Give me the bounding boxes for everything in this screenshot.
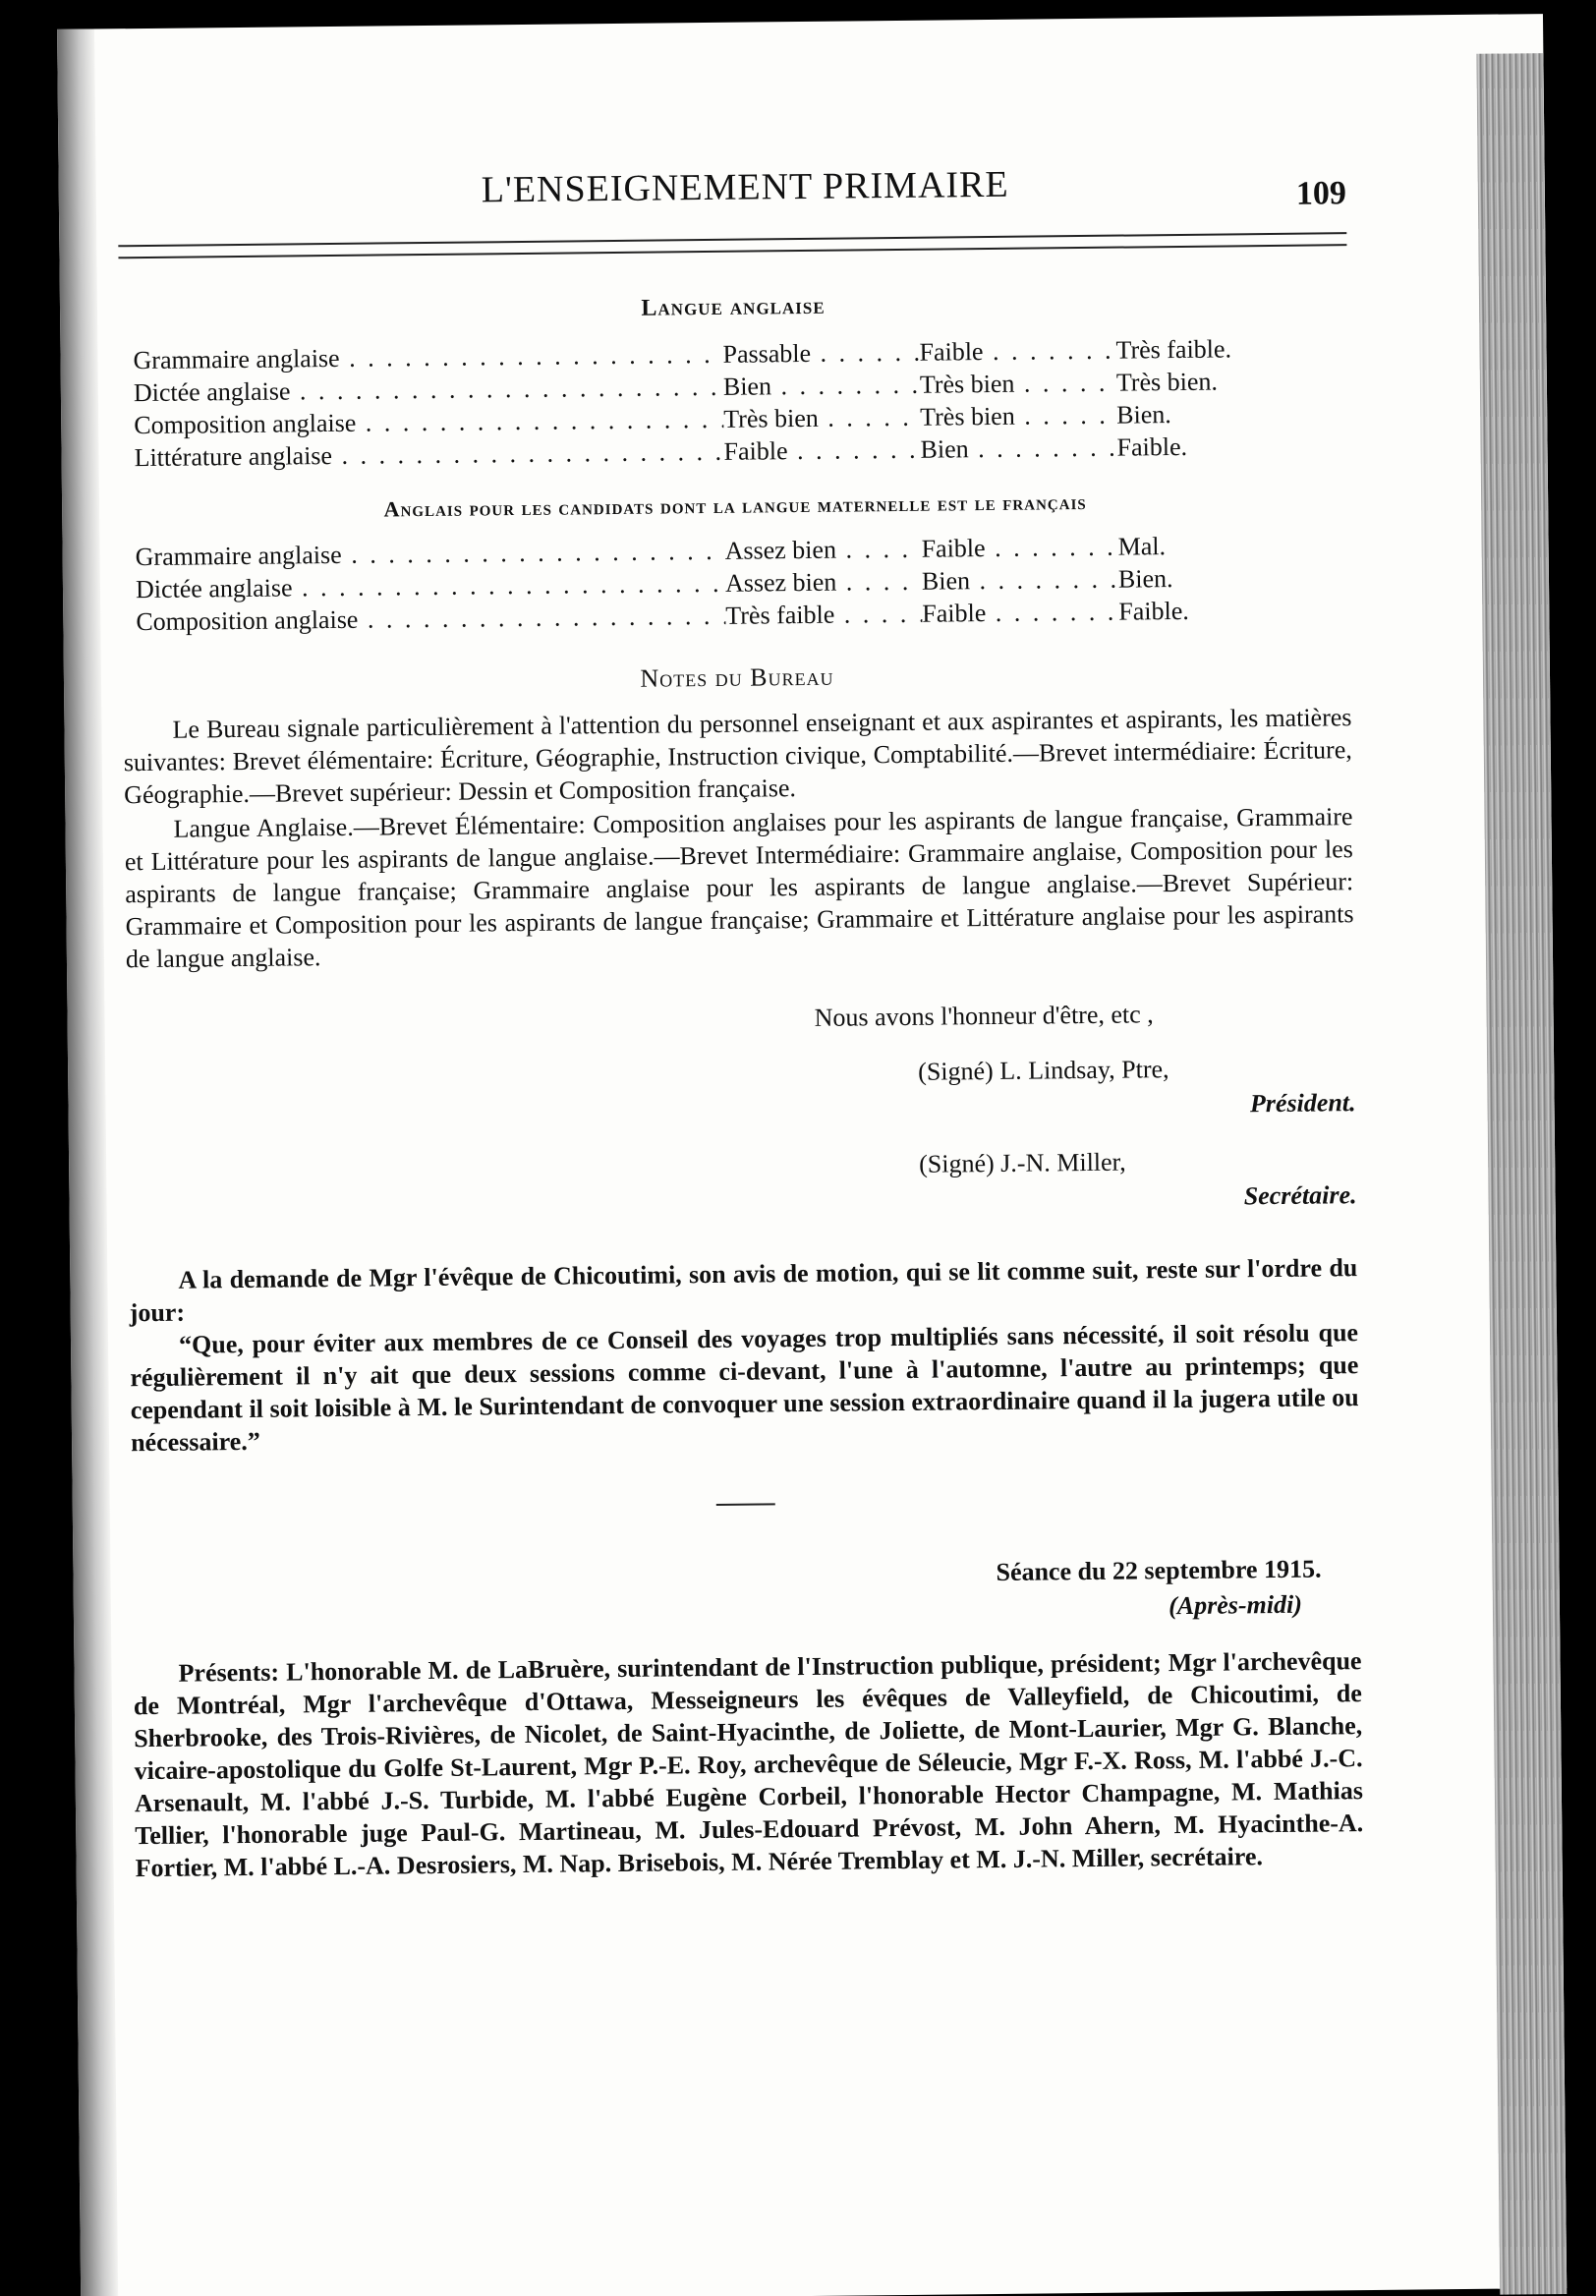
grade-cell: Mal. <box>1117 532 1167 561</box>
motion-paragraph: A la demande de Mgr l'évêque de Chicoutimi, son avis de motion, qui se lit comme suit, reste sur l'ordre du jour: <box>129 1253 1358 1328</box>
section-separator <box>716 1503 775 1506</box>
grade-cell: Bien . . . <box>920 431 1116 466</box>
running-head <box>117 140 1346 221</box>
grade-cell: Très bien . . . <box>723 401 920 435</box>
subject-cell: Grammaire anglaise . . . <box>135 535 724 573</box>
grade-cell: Faible. <box>1116 431 1188 462</box>
grade-cell: Bien. <box>1117 564 1173 594</box>
grade-cell: Assez bien . . . <box>725 565 922 600</box>
grade-cell: Très bien. <box>1115 367 1219 397</box>
session-date: Séance du 22 septembre 1915. <box>996 1554 1322 1586</box>
grade-cell: Faible. <box>1118 596 1189 626</box>
grade-cell: Bien . . . <box>922 563 1118 598</box>
gutter-shadow <box>57 29 118 2296</box>
page-edges <box>1476 53 1567 2295</box>
grade-cell: Très faible. <box>1115 334 1232 365</box>
book-page <box>57 14 1567 2296</box>
english-section-heading: Langue anglaise <box>641 293 826 321</box>
subject-cell: Grammaire anglaise . . . <box>133 338 722 376</box>
subject-cell: Composition anglaise . . . <box>134 403 723 441</box>
grade-cell: Faible . . . <box>919 334 1115 369</box>
french-candidates-heading: Anglais pour les candidats dont la langue maternelle est le français <box>383 488 1087 522</box>
grade-cell: Très bien . . . <box>920 367 1116 401</box>
page-number: 109 <box>1295 175 1347 212</box>
subject-cell: Littérature anglaise . . . <box>134 435 723 474</box>
subject-cell: Composition anglaise . . . <box>136 600 725 638</box>
title-president: Président. <box>1249 1088 1356 1119</box>
subject-cell: Dictée anglaise . . . <box>134 371 723 409</box>
title-secretary: Secrétaire. <box>1243 1180 1357 1211</box>
grade-cell: Faible . . . <box>723 433 920 468</box>
signoff-block <box>126 996 1356 1244</box>
notes-heading: Notes du Bureau <box>640 661 834 693</box>
grade-cell: Faible . . . <box>922 596 1118 630</box>
signature-president: (Signé) L. Lindsay, Ptre, <box>918 1055 1169 1086</box>
running-title: L'ENSEIGNEMENT PRIMAIRE <box>481 163 1009 211</box>
body-text <box>119 277 1364 1910</box>
english-grade-table <box>133 332 1303 474</box>
session-time: (Après-midi) <box>1168 1589 1303 1621</box>
attendees-paragraph: Présents: L'honorable M. de LaBruère, surintendant de l'Instruction publique, président; Mgr l'archevêque de Montréal, Mgr l'archevêque d'Ottawa, Messeigneurs les évêques de Valleyfield, de Chicoutimi, de Sherbrooke, des Trois-Rivières, de Nicolet, de Saint-Hyacinthe, de Joliette, de Mont-Laurier, Mgr G. Blanche, vicaire-apostolique du Golfe St-Laurent, Mgr P.-E. Roy, archevêque de Séleucie, Mgr F.-X. Ross, M. l'abbé J.-C. Arsenault, M. l'abbé J.-S. Turbide, M. l'abbé Eugène Corbeil, l'honorable Hector Champagne, M. Mathias Tellier, l'honorable juge Paul-G. Martineau, M. Jules-Edouard Prévost, M. John Ahern, M. Hyacinthe-A. Fortier, M. l'abbé L.-A. Desrosiers, M. Nap. Brisebois, M. Nérée Tremblay et M. J.-N. Miller, secrétaire. <box>133 1646 1364 1883</box>
grade-cell: Assez bien . . . <box>724 533 921 567</box>
page-content <box>116 16 1364 1883</box>
header-rule <box>118 232 1346 258</box>
signature-secretary: (Signé) J.-N. Miller, <box>919 1147 1126 1178</box>
grade-cell: Bien . . . <box>723 369 920 403</box>
grade-cell: Bien. <box>1116 400 1171 430</box>
french-candidates-grade-table <box>135 529 1305 638</box>
grade-cell: Très bien . . . <box>920 399 1116 433</box>
session-header <box>132 1552 1361 1639</box>
grade-cell: Faible . . . <box>921 531 1117 565</box>
notes-paragraph: Langue Anglaise.—Brevet Élémentaire: Composition anglaises pour les aspirants de langue française, Grammaire et Littérature pour les aspirants de langue anglaise.—Brevet Intermédiaire: Grammaire anglaise, Composition pour les aspirants de langue française; Grammaire anglaise pour les aspirants de langue anglaise.—Brevet Supérieur: Grammaire et Composition pour les aspirants de langue française; Grammaire et Littérature anglaise pour les aspirants de langue anglaise. <box>124 802 1354 974</box>
motion-block <box>129 1251 1359 1459</box>
motion-quote: “Que, pour éviter aux membres de ce Conseil des voyages trop multipliés sans nécessité, il soit résolu que régulièrement il n'y ait que deux sessions comme ci-devant, l'une à l'automne, l'autre au printemps; que cependant il soit loisible à M. le Surintendant de convoquer une session extraordinaire quand il la jugera utile ou nécessaire.” <box>130 1318 1359 1458</box>
closing-line: Nous avons l'honneur d'être, etc , <box>814 1000 1154 1032</box>
notes-paragraph: Le Bureau signale particulièrement à l'attention du personnel enseignant et aux aspirantes et aspirants, les matières suivantes: Brevet élémentaire: Écriture, Géographie, Instruction civique, Comptabilité.—Brevet intermédiaire: Écriture, Géographie.—Brevet supérieur: Dessin et Composition française. <box>123 703 1352 810</box>
subject-cell: Dictée anglaise . . . <box>136 567 725 605</box>
grade-cell: Passable . . . <box>722 336 919 371</box>
grade-cell: Très faible . . . <box>725 598 922 632</box>
